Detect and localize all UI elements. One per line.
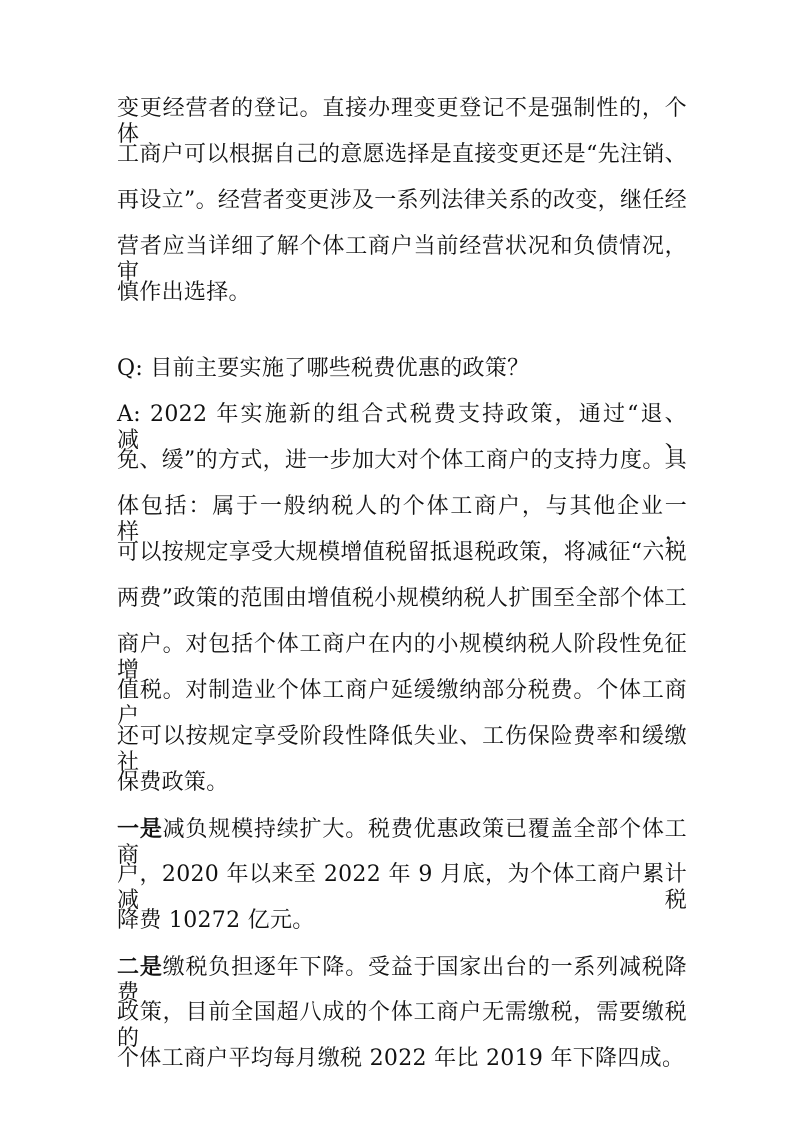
answer-line-1: A: 2022 年实施新的组合式税费支持政策，通过“退、减、: [117, 402, 687, 453]
point1-line-2: 户，2020 年以来至 2022 年 9 月底，为个体工商户累计减税: [117, 862, 687, 913]
point2-lead: 二是: [117, 954, 163, 980]
point1-first-rest: 减负规模持续扩大。税费优惠政策已覆盖全部个体工商: [117, 817, 687, 868]
answer-line-4: 可以按规定享受大规模增值税留抵退税政策，将减征“六税: [117, 540, 687, 565]
intro-line-2: 工商户可以根据自己的意愿选择是直接变更还是“先注销、: [117, 142, 687, 167]
intro-line-4: 营者应当详细了解个体工商户当前经营状况和负债情况，审: [117, 234, 687, 285]
answer-line-6: 商户。对包括个体工商户在内的小规模纳税人阶段性免征增: [117, 632, 687, 683]
answer-line-2: 免、缓”的方式，进一步加大对个体工商户的支持力度。具: [117, 448, 687, 473]
point2-first-rest: 缴税负担逐年下降。受益于国家出台的一系列减税降费: [117, 955, 687, 1006]
intro-line-5: 慎作出选择。: [117, 280, 251, 305]
answer-line-3: 体包括：属于一般纳税人的个体工商户，与其他企业一样，: [117, 494, 687, 545]
answer-line-5: 两费”政策的范围由增值税小规模纳税人扩围至全部个体工: [117, 586, 687, 611]
answer-line-7: 值税。对制造业个体工商户延缓缴纳部分税费。个体工商户: [117, 678, 687, 729]
point1-lead: 一是: [117, 816, 163, 842]
answer-line-9: 保费政策。: [117, 770, 229, 795]
question-text: Q: 目前主要实施了哪些税费优惠的政策？: [117, 356, 530, 381]
point2-line-2: 政策，目前全国超八成的个体工商户无需缴税，需要缴税的: [117, 1000, 687, 1051]
answer-line-8: 还可以按规定享受阶段性降低失业、工伤保险费率和缓缴社: [117, 724, 687, 775]
point1-line-3: 降费 10272 亿元。: [117, 908, 315, 933]
intro-line-3: 再设立”。经营者变更涉及一系列法律关系的改变，继任经: [117, 188, 687, 213]
intro-line-1: 变更经营者的登记。直接办理变更登记不是强制性的，个体: [117, 96, 687, 147]
point2-line-3: 个体工商户平均每月缴税 2022 年比 2019 年下降四成。: [117, 1046, 685, 1071]
